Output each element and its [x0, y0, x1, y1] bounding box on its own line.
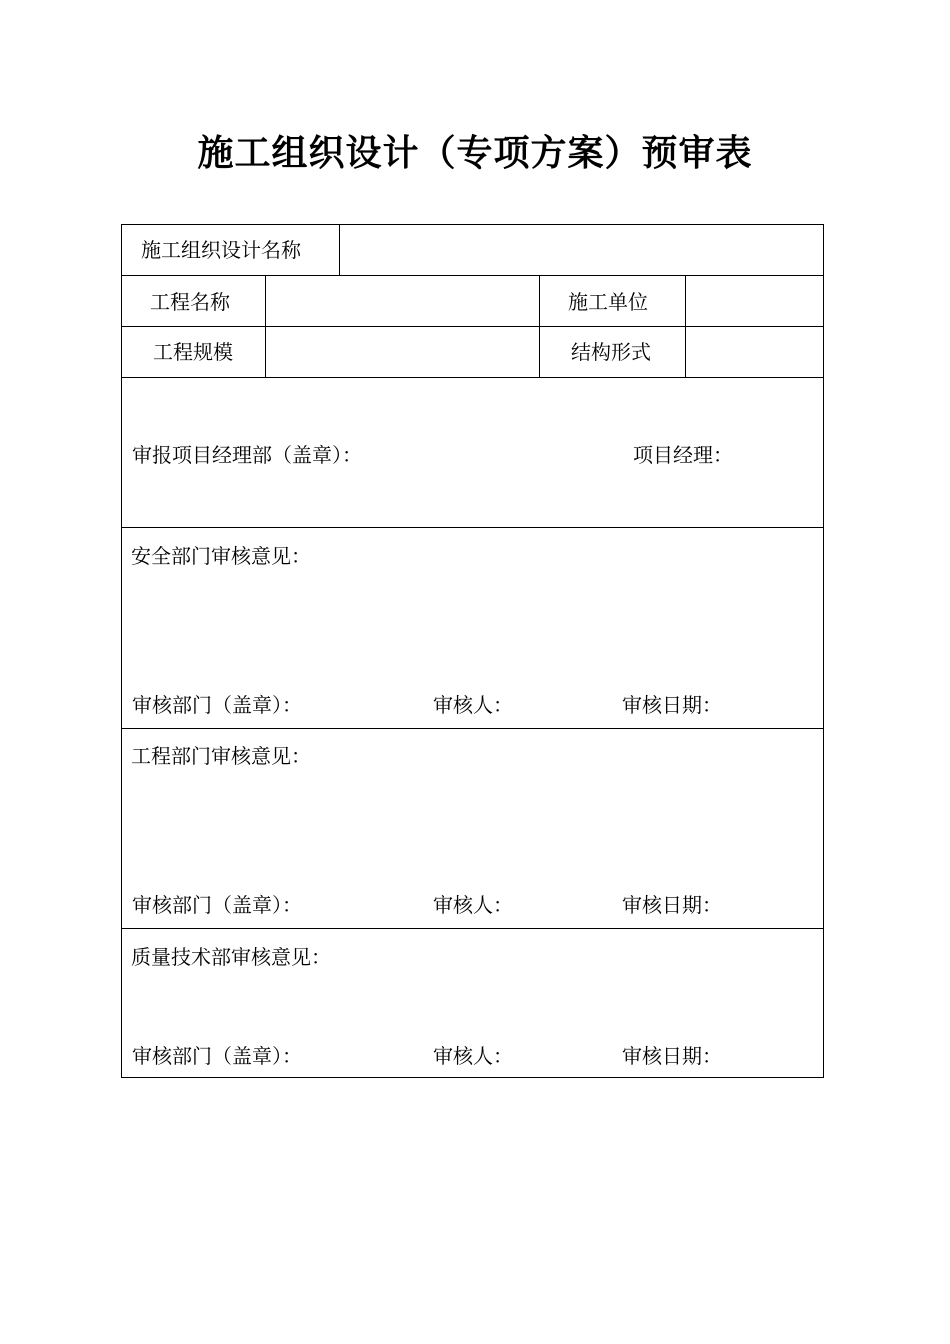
- submitting-department-label: 审报项目经理部（盖章）：: [132, 443, 362, 467]
- safety-review-heading: 安全部门审核意见：: [131, 544, 311, 568]
- project-name-field[interactable]: [267, 276, 538, 326]
- page-title: 施工组织设计（专项方案）预审表: [197, 132, 753, 174]
- engineering-review-heading: 工程部门审核意见：: [131, 744, 311, 768]
- engineering-reviewer-label: 审核人：: [433, 893, 513, 917]
- quality-reviewer-label: 审核人：: [433, 1044, 513, 1068]
- contractor-label: 施工单位: [568, 290, 648, 314]
- safety-reviewer-label: 审核人：: [433, 693, 513, 717]
- design-name-field[interactable]: [341, 225, 823, 275]
- review-form-table: [121, 224, 824, 1078]
- quality-review-date-label: 审核日期：: [622, 1044, 722, 1068]
- column-divider: [539, 275, 540, 377]
- project-scale-label: 工程规模: [153, 340, 233, 364]
- engineering-review-dept-label: 审核部门（盖章）：: [132, 893, 302, 917]
- project-name-label: 工程名称: [150, 290, 230, 314]
- design-name-label: 施工组织设计名称: [141, 238, 301, 262]
- column-divider: [339, 225, 340, 275]
- project-scale-field[interactable]: [267, 327, 538, 377]
- quality-review-heading: 质量技术部审核意见：: [131, 945, 331, 969]
- structure-type-field[interactable]: [687, 327, 823, 377]
- column-divider: [685, 275, 686, 377]
- column-divider: [265, 275, 266, 377]
- project-manager-label: 项目经理：: [633, 443, 733, 467]
- safety-review-dept-label: 审核部门（盖章）：: [132, 693, 302, 717]
- engineering-review-date-label: 审核日期：: [622, 893, 722, 917]
- safety-review-date-label: 审核日期：: [622, 693, 722, 717]
- structure-type-label: 结构形式: [571, 340, 651, 364]
- row-divider: [122, 377, 823, 378]
- row-divider: [122, 728, 823, 729]
- row-divider: [122, 527, 823, 528]
- row-divider: [122, 928, 823, 929]
- contractor-field[interactable]: [687, 276, 823, 326]
- quality-review-dept-label: 审核部门（盖章）：: [132, 1044, 302, 1068]
